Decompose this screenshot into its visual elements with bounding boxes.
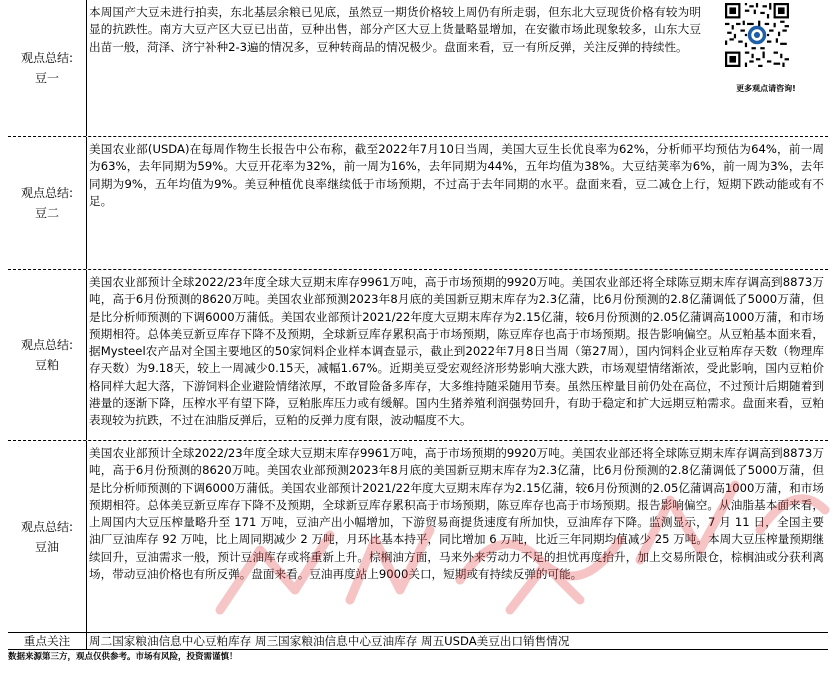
section-focus [8,633,828,649]
section-label-line: 豆一 [34,71,59,85]
table-border [8,649,828,650]
disclaimer-footnote: 数据来源第三方，观点仅供参考。市场有风险，投资需谨慎！ [8,652,238,662]
section-label-line: 观点总结: [20,186,74,200]
section-label-line: 观点总结: [20,519,74,534]
section-text: 美国农业部预计全球2022/23年度全球大豆期末库存9961万吨，高于市场预期的9920万吨。美国农业部还将全球陈豆期末库存调高到8873万吨，高于6月份预测的8620万吨。美国农业部预测2023年8月底的美国新豆期末库存为2.3亿蒲，比6月份预测的2.8亿蒲调低了5000万蒲，但是比分析师预测的下调6000万蒲低。美国农业部预计2021/22年度大豆期末库存为2.15亿蒲，较6月份预测的2.05亿蒲调高1000万蒲，和市场预期相符。总体美豆新豆库存下降不及预期，全球新豆库存累积高于市场预期，陈豆库存也高于市场预期。报告影响偏空。从豆粕基本面来看，据Mysteel农产品对全国主要地区的50家饲料企业样本调查显示，截止到2022年7月8日当周（第27周），国内饲料企业豆粕库存天数（物理库存天数）为9.18天，较上一周减少0.15天，减幅1.67%。近期美豆受宏观经济形势影响大涨大跌，市场观望情绪渐浓，受此影响，国内豆粕价格同样大起大落，下游饲料企业避险情绪浓厚，不敢冒险备多库存，大多维持随采随用节奏。虽然压榨量目前仍处在高位，不过预计后期随着到港量的逐渐下降，压榨水平有望下降，豆粕胀库压力或有缓解。国内生猪养殖利润强势回升，有助于稳定和扩大远期豆粕需求。盘面来看，豆粕表现较为抗跌，不过在油脂反弹后，豆粕的反弹力度有限，波动幅度不大。 [89,275,824,428]
section-doudou-er [8,137,828,269]
section-label [8,137,86,269]
focus-label: 重点关注 [23,634,71,648]
qr-code-icon [725,3,789,67]
section-content [86,441,828,632]
qr-caption: 更多观点请咨询! [736,84,796,93]
section-content [86,137,828,269]
section-label-line: 观点总结: [20,51,74,65]
focus-content [86,633,828,649]
section-label-line: 豆二 [34,206,59,220]
section-label-line: 豆油 [34,539,59,554]
section-label-line: 豆粕 [34,358,59,372]
section-label [8,270,86,440]
section-doudou-yi [8,0,828,136]
section-text: 美国农业部预计全球2022/23年度全球大豆期末库存9961万吨，高于市场预期的9920万吨。美国农业部还将全球陈豆期末库存调高到8873万吨，高于6月份预测的8620万吨。美国农业部预测2023年8月底的美国新豆期末库存为2.3亿蒲，比6月份预测的2.8亿蒲调低了5000万蒲，但是比分析师预测的下调6000万蒲低。美国农业部预计2021/22年度大豆期末库存为2.15亿蒲，较6月份预测的2.05亿蒲调高1000万蒲，和市场预期相符。总体美豆新豆库存下降不及预期，全球新豆库存累积高于市场预期，陈豆库存也高于市场预期。报告影响偏空。从油脂基本面来看，上周国内大豆压榨量略升至 171 万吨，豆油产出小幅增加，下游贸易商提货速度有所加快，豆油库存下降。监测显示，7 月 11 日，全国主要油厂豆油库存 92 万吨，比上周同期减少 2 万吨，月环比基本持平，同比增加 6 万吨，比近三年同期均值减少 25 万吨。本周大豆压榨量预期继续回升，豆油需求一般，预计豆油库存或将重新上升。棕榈油方面，马来外来劳动力不足的担忧再度抬升，加上交易所限仓，棕榈油或分获利离场，带动豆油价格也有所反弹。盘面来看。豆油再度站上9000关口，短期或有持续反弹的可能。 [89,446,824,582]
section-text: 美国农业部(USDA)在每周作物生长报告中公布称，截至2022年7月10日当周，美国大豆生长优良率为62%，分析师平均预估为64%，前一周为63%，去年同期为59%。大豆开花率为32%，前一周为16%，去年同期为44%，五年均值为38%。大豆结荚率为6%，前一周为3%，去年同期为9%，五年均值为9%。美豆种植优良率继续低于市场预期，不过高于去年同期的水平。盘面来看，豆二减仓上行，短期下跌动能或有不足。 [89,142,824,208]
section-label-line: 观点总结: [20,338,74,352]
section-doupo [8,270,828,440]
section-label [8,0,86,136]
section-label [8,441,86,632]
section-content [86,270,828,440]
focus-text: 周二国家粮油信息中心豆粕库存 周三国家粮油信息中心豆油库存 周五USDA美豆出口销售情况 [89,634,570,648]
section-text: 本周国产大豆未进行拍卖，东北基层余粮已见底，虽然豆一期货价格较上周仍有所走弱，但东北大豆现货价格有较为明显的抗跌性。南方大豆产区大豆已出苗，豆种出售，部分产区大豆上货量略显增加，在安徽市场此现象较多，山东大豆出苗一般，菏泽、济宁补种2-3遍的情况多，豆种转商品的情况极少。盘面来看，豆一有所反弹，关注反弹的持续性。 [89,5,701,54]
section-content [86,0,828,136]
section-douyou [8,441,828,632]
